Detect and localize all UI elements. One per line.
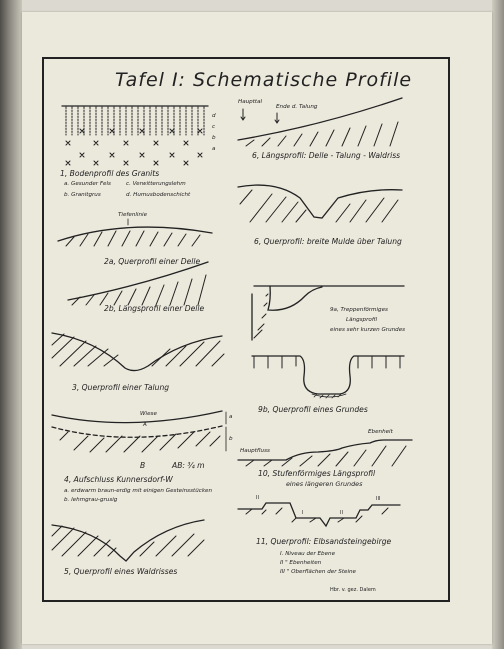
fig10-caption-line1: 10, Stufenförmiges Längsprofil [258,469,376,478]
fig2b-caption: 2b, Längsprofil einer Delle [104,304,205,313]
fig1-layer-d: d [212,113,216,119]
fig2a-cross-section [58,219,212,246]
fig1-granite-crosses [66,129,202,165]
signature: Hbr. v. gez. Dalem [330,587,376,593]
fig1-legend-d: d. Humusbodenschicht [126,192,191,198]
fig1-legend-c: c. Verwitterungslehm [126,181,186,187]
fig3-valley-section [52,333,224,371]
fig1-caption: 1, Bodenprofil des Granits [60,169,160,178]
fig9b-gorge-section [252,356,404,398]
fig4-caption: 4, Aufschluss Kunnersdorf-W [64,475,173,484]
fig9b-caption: 9b, Querprofil eines Grundes [258,405,368,414]
fig2b-long-section [68,262,208,305]
fig2a-label: Tiefenlinie [118,212,148,218]
fig11-roman-iii: III [376,496,381,502]
fig10-caption-line2: eines längeren Grundes [286,480,363,488]
fig4-legend-b: b. lehmgrau-grusig [64,497,118,503]
fig11-sandstone-section [238,503,400,526]
fig4-label-wiese: Wiese [140,411,157,417]
fig1-layer-a: a [212,146,216,152]
plate-title: Tafel I: Schematische Profile [115,69,413,91]
fig4-label-b: B [140,461,146,470]
fig3-caption: 3, Querprofil einer Talung [72,383,170,392]
fig4-outcrop [52,411,226,452]
fig11-roman-ii-right: II [340,510,343,516]
fig4-legend-a: a. erdwarm braun-erdig mit einigen Gesteinsstücken [64,488,213,494]
fig1-layer-c: c [212,124,216,130]
fig1-humus-dashes [66,107,204,135]
fig1-legend-a: a. Gesunder Fels [64,181,111,187]
fig4-label-a: A [143,422,147,428]
fig10-caption [258,468,375,490]
fig10-label-ebenheit: Ebenheit [368,429,393,435]
fig11-legend [280,550,356,577]
fig5-caption: 5, Querprofil eines Waldrisses [64,567,178,576]
fig11-roman-ii-left: II [256,495,259,501]
fig10-label-hauptfluss: Hauptfluss [240,448,270,454]
fig1-soil-profile [62,106,208,165]
fig9a-caption-line1: 9a, Treppenförmiges [330,307,388,313]
fig9a-caption-line3: eines sehr kurzen Grundes [330,327,406,333]
fig4-side-a: a [229,414,233,420]
fig6b-caption: 6, Querprofil: breite Mulde über Talung [254,237,402,246]
fig6b-trough-section [238,185,402,222]
fig9a-caption-line2: Längsprofil [346,317,377,323]
fig6-caption: 6, Längsprofil: Delle - Talung - Waldriss [252,151,401,160]
fig6-label-ende: Ende d. Talung [276,104,318,110]
fig1-legend-b: b. Granitgrus [64,192,101,198]
fig6-label-haupttal: Haupttal [238,99,263,105]
fig1-layer-letters [212,111,216,155]
fig4-scale: AB: ¾ m [172,461,205,470]
fig4-side-b: b [229,436,233,442]
fig11-caption: 11, Querprofil: Elbsandsteingebirge [256,537,392,546]
fig11-roman-i: I [302,510,304,516]
fig9a-caption [330,305,405,335]
fig11-legend-i: I. Niveau der Ebene [280,551,336,557]
fig2a-caption: 2a, Querprofil einer Delle [104,257,201,266]
fig5-gully-section [52,520,204,561]
fig6-long-profile [238,98,402,146]
fig11-legend-iii: III " Oberflächen der Steine [280,569,356,575]
fig1-layer-b: b [212,135,216,141]
fig11-legend-ii: II " Ebenheiten [280,560,322,566]
